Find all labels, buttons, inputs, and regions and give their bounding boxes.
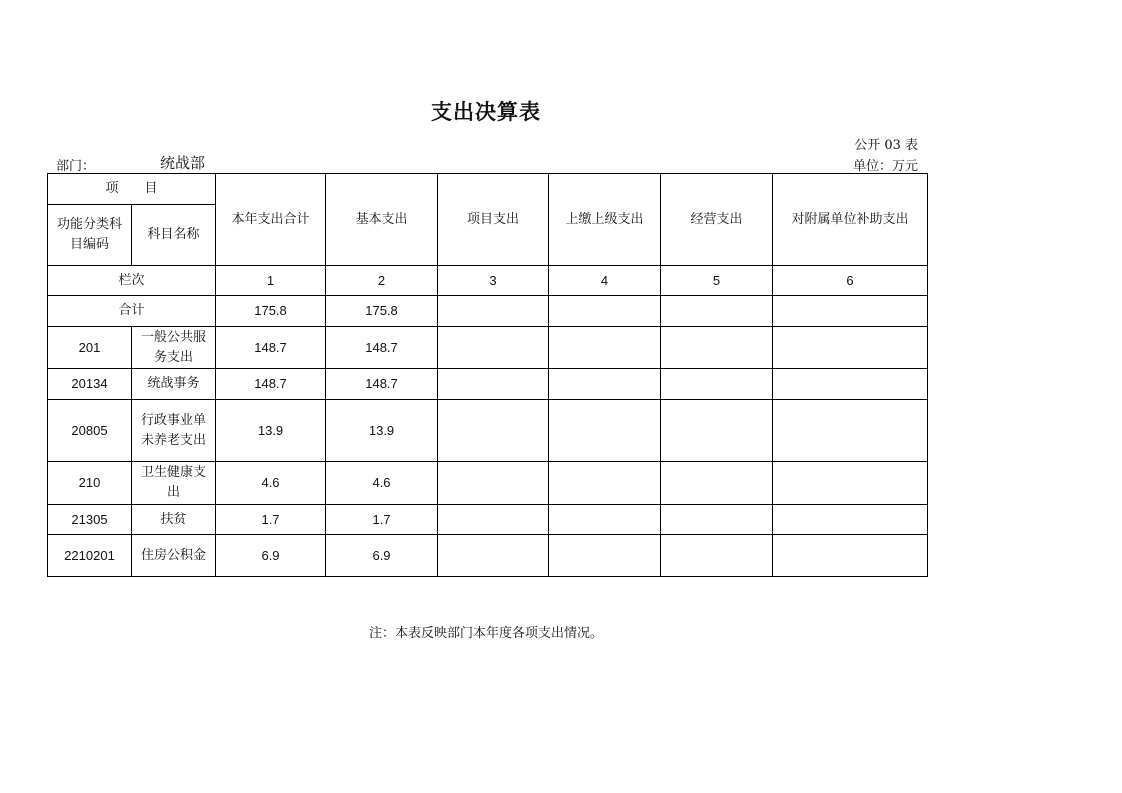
col-index-3: 3 xyxy=(438,266,549,296)
row-code: 210 xyxy=(48,462,132,505)
table-row xyxy=(48,327,928,369)
row-value: 6.9 xyxy=(216,535,326,577)
row-value xyxy=(661,327,773,369)
row-value: 148.7 xyxy=(326,327,438,369)
row-value xyxy=(549,400,661,462)
header-col-6: 对附属单位补助支出 xyxy=(773,174,928,266)
row-name: 行政事业单未养老支出 xyxy=(132,400,216,462)
row-value: 1.7 xyxy=(216,505,326,535)
row-value xyxy=(549,535,661,577)
row-value xyxy=(438,462,549,505)
row-value xyxy=(773,369,928,400)
row-value xyxy=(773,400,928,462)
row-value xyxy=(661,505,773,535)
row-name: 住房公积金 xyxy=(132,535,216,577)
row-value: 13.9 xyxy=(326,400,438,462)
row-code: 2210201 xyxy=(48,535,132,577)
row-value: 4.6 xyxy=(326,462,438,505)
row-value: 6.9 xyxy=(326,535,438,577)
header-col-3: 项目支出 xyxy=(438,174,549,266)
row-value xyxy=(549,327,661,369)
col-index-5: 5 xyxy=(661,266,773,296)
col-index-1: 1 xyxy=(216,266,326,296)
row-name: 卫生健康支出 xyxy=(132,462,216,505)
row-value xyxy=(661,369,773,400)
row-value xyxy=(661,462,773,505)
col-index-label: 栏次 xyxy=(48,266,216,296)
row-value xyxy=(438,400,549,462)
total-value: 175.8 xyxy=(216,296,326,327)
row-code: 20134 xyxy=(48,369,132,400)
row-value xyxy=(549,462,661,505)
header-item: 项 目 xyxy=(48,174,216,205)
row-value xyxy=(549,505,661,535)
row-value: 148.7 xyxy=(216,369,326,400)
row-value: 148.7 xyxy=(326,369,438,400)
row-name: 一般公共服务支出 xyxy=(132,327,216,369)
row-name: 扶贫 xyxy=(132,505,216,535)
row-value xyxy=(438,327,549,369)
row-code: 20805 xyxy=(48,400,132,462)
row-name: 统战事务 xyxy=(132,369,216,400)
row-value xyxy=(773,327,928,369)
department-name: 统战部 xyxy=(160,154,206,172)
col-index-2: 2 xyxy=(326,266,438,296)
row-value xyxy=(438,535,549,577)
col-index-6: 6 xyxy=(773,266,928,296)
row-code: 201 xyxy=(48,327,132,369)
total-row xyxy=(48,296,928,327)
total-value xyxy=(773,296,928,327)
row-code: 21305 xyxy=(48,505,132,535)
department-label: 部门： xyxy=(56,159,96,174)
header-col-2: 基本支出 xyxy=(326,174,438,266)
page-title: 支出决算表 xyxy=(431,99,541,124)
table-row xyxy=(48,535,928,577)
row-value xyxy=(773,505,928,535)
table-row xyxy=(48,462,928,505)
row-value: 148.7 xyxy=(216,327,326,369)
row-value xyxy=(661,535,773,577)
header-func-code: 功能分类科目编码 xyxy=(48,205,132,266)
total-value xyxy=(549,296,661,327)
footnote: 注：本表反映部门本年度各项支出情况。 xyxy=(368,626,603,641)
total-value: 175.8 xyxy=(326,296,438,327)
row-value xyxy=(438,505,549,535)
row-value xyxy=(773,535,928,577)
total-value xyxy=(661,296,773,327)
col-index-4: 4 xyxy=(549,266,661,296)
header-col-1: 本年支出合计 xyxy=(216,174,326,266)
unit-label: 单位：万元 xyxy=(852,159,918,174)
expenditure-table xyxy=(47,173,928,577)
form-number: 公开 03 表 xyxy=(854,138,918,153)
table-row xyxy=(48,505,928,535)
row-value xyxy=(549,369,661,400)
row-value: 4.6 xyxy=(216,462,326,505)
row-value: 13.9 xyxy=(216,400,326,462)
row-value xyxy=(661,400,773,462)
header-subject-name: 科目名称 xyxy=(132,205,216,266)
row-value xyxy=(773,462,928,505)
table-row xyxy=(48,369,928,400)
header-col-5: 经营支出 xyxy=(661,174,773,266)
header-col-4: 上缴上级支出 xyxy=(549,174,661,266)
table-row xyxy=(48,400,928,462)
total-value xyxy=(438,296,549,327)
total-label: 合计 xyxy=(48,296,216,327)
row-value xyxy=(438,369,549,400)
row-value: 1.7 xyxy=(326,505,438,535)
